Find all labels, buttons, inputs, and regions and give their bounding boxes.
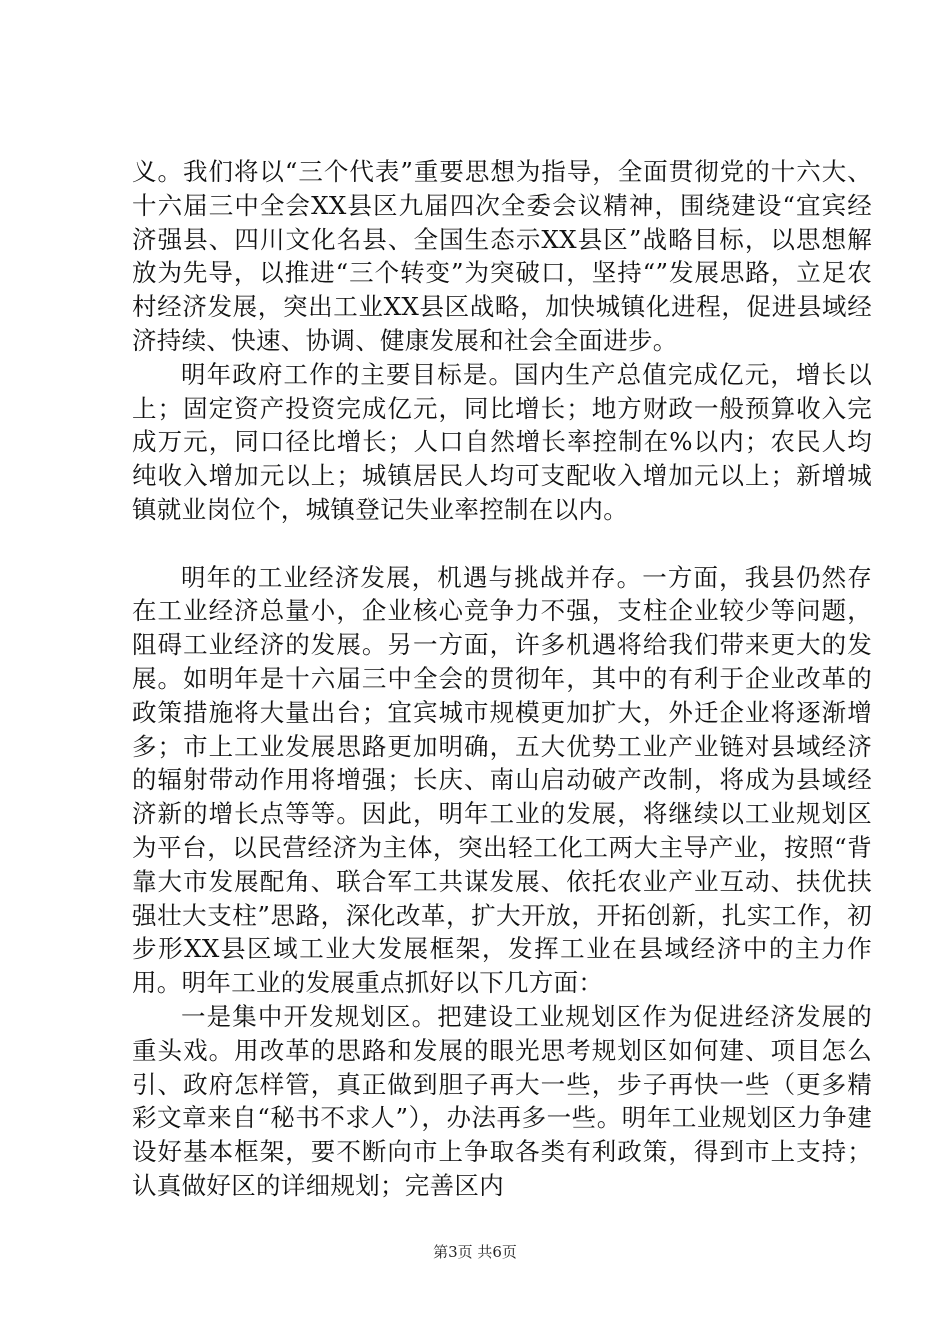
body-text <box>132 155 872 1203</box>
page-footer: 第3页 共6页 <box>433 1243 517 1261</box>
paragraph-gap <box>132 527 872 561</box>
paragraph-2: 明年政府工作的主要目标是。国内生产总值完成亿元，增长以上；固定资产投资完成亿元，同比增长；地方财政一般预算收入完成万元，同口径比增长；人口自然增长率控制在%以内；农民人均纯收入增加元以上；城镇居民人均可支配收入增加元以上；新增城镇就业岗位个，城镇登记失业率控制在以内。 <box>132 359 872 524</box>
paragraph-4: 一是集中开发规划区。把建设工业规划区作为促进经济发展的重头戏。用改革的思路和发展的眼光思考规划区如何建、项目怎么引、政府怎样管，真正做到胆子再大一些，步子再快一些（更多精彩文章来自“秘书不求人”），办法再多一些。明年工业规划区力争建设好基本框架，要不断向市上争取各类有利政策，得到市上支持；认真做好区的详细规划；完善区内 <box>132 1001 872 1200</box>
paragraph-1: 义。我们将以“三个代表”重要思想为指导，全面贯彻党的十六大、十六届三中全会XX县区九届四次全委会议精神，围绕建设“宜宾经济强县、四川文化名县、全国生态示XX县区”战略目标，以思想解放为先导，以推进“三个转变”为突破口，坚持“”发展思路，立足农村经济发展，突出工业XX县区战略，加快城镇化进程，促进县域经济持续、快速、协调、健康发展和社会全面进步。 <box>132 157 872 355</box>
paragraph-3: 明年的工业经济发展，机遇与挑战并存。一方面，我县仍然存在工业经济总量小，企业核心竞争力不强，支柱企业较少等问题，阻碍工业经济的发展。另一方面，许多机遇将给我们带来更大的发展。如明年是十六届三中全会的贯彻年，其中的有利于企业改革的政策措施将大量出台；宜宾城市规模更加扩大，外迁企业将逐渐增多；市上工业发展思路更加明确，五大优势工业产业链对县域经济的辐射带动作用将增强；长庆、南山启动破产改制，将成为县域经济新的增长点等等。因此，明年工业的发展，将继续以工业规划区为平台，以民营经济为主体，突出轻工化工两大主导产业，按照“背靠大市发展配角、联合军工共谋发展、依托农业产业互动、扶优扶强壮大支柱”思路，深化改革，扩大开放，开拓创新，扎实工作，初步形XX县区域工业大发展框架，发挥工业在县域经济中的主力作用。明年工业的发展重点抓好以下几方面： <box>132 562 872 998</box>
